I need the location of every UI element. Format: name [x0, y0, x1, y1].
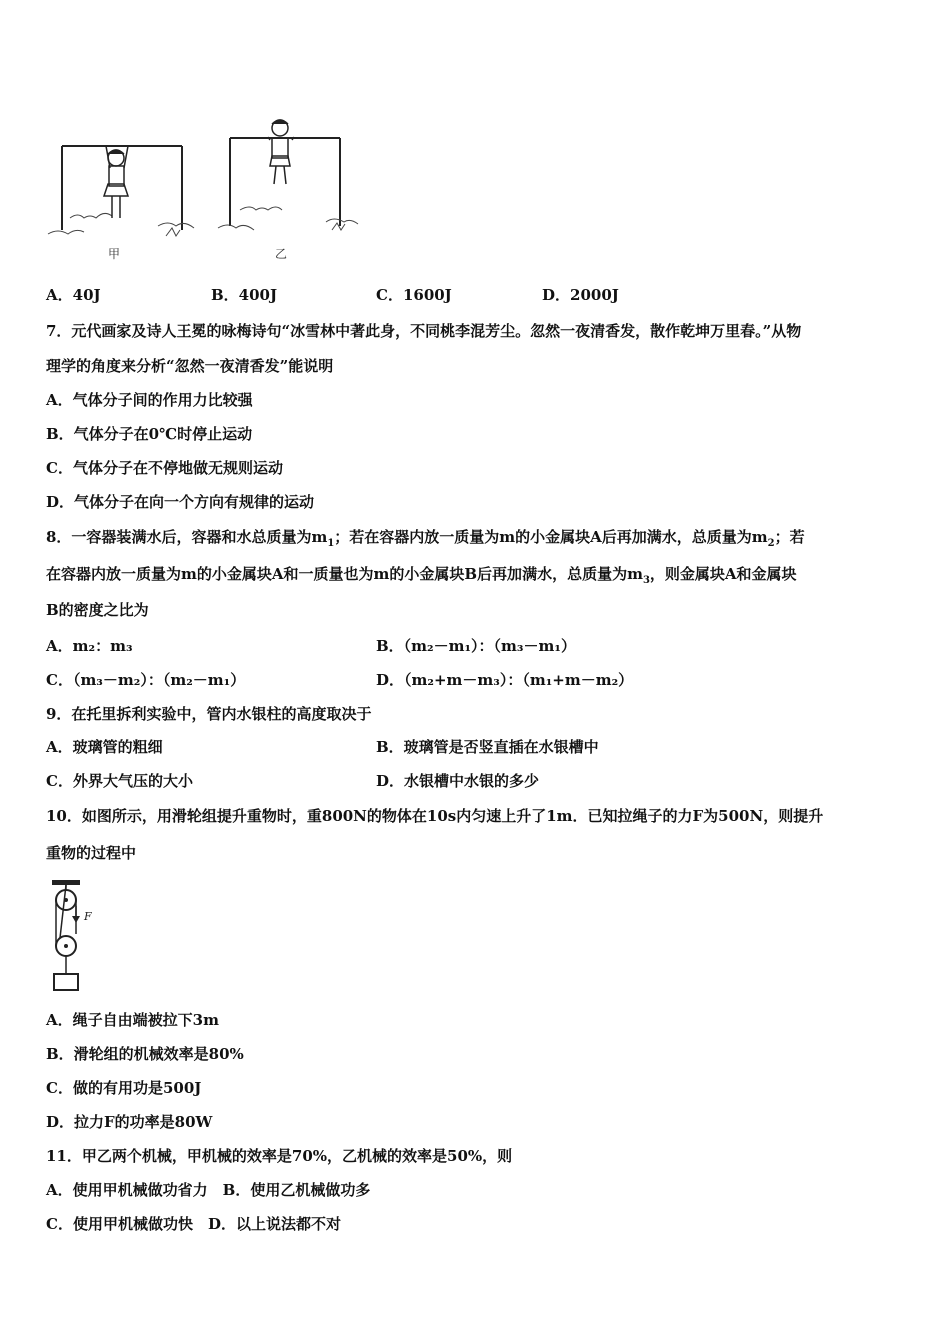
q9-option-c: C．外界大气压的大小: [46, 772, 193, 790]
pulley-figure: [40, 876, 110, 996]
q10-option-b: B．滑轮组的机械效率是80%: [46, 1045, 244, 1063]
q7-stem-line1: 7．元代画家及诗人王冕的咏梅诗句“冰雪林中著此身，不同桃李混芳尘。忽然一夜清香发，散作乾坤万里春。”从物: [46, 322, 802, 340]
q10-option-d: D．拉力F的功率是80W: [46, 1113, 213, 1131]
q10-option-a: A．绳子自由端被拉下3m: [46, 1011, 219, 1029]
q8-stem-line2: 在容器内放一质量为m的小金属块A和一质量也为m的小金属块B后再加满水，总质量为$m_3$，则金属块A和金属块: [46, 565, 797, 586]
q8-option-d: D．（m₂+m－m₃）：（m₁+m－m₂）: [376, 671, 634, 689]
q7-option-b: B．气体分子在0℃时停止运动: [46, 425, 253, 443]
q11-options-line2: C．使用甲机械做功快 D．以上说法都不对: [46, 1215, 341, 1233]
q8-option-a: A．m₂：m₃: [46, 637, 133, 655]
q7-stem-line2: 理学的角度来分析“忽然一夜清香发”能说明: [46, 357, 334, 375]
q10-stem-line1: 10．如图所示，用滑轮组提升重物时，重800N的物体在10s内匀速上升了1m．已知拉绳子的力F为500N，则提升: [46, 807, 824, 825]
q6-option-b: B．400J: [211, 286, 278, 304]
figure-caption-left: 甲: [108, 247, 121, 261]
pullup-figure: [40, 118, 370, 268]
q7-option-a: A．气体分子间的作用力比较强: [46, 391, 253, 409]
q9-option-a: A．玻璃管的粗细: [46, 738, 163, 756]
q10-stem-line2: 重物的过程中: [46, 844, 137, 862]
q9-option-b: B．玻璃管是否竖直插在水银槽中: [376, 738, 599, 756]
q6-option-a: A．40J: [46, 286, 101, 304]
q9-option-d: D．水银槽中水银的多少: [376, 772, 540, 790]
q8-option-b: B．（m₂－m₁）：（m₃－m₁）: [376, 637, 576, 655]
q8-stem-line1: 8．一容器装满水后，容器和水总质量为$m_1$；若在容器内放一质量为m的小金属块A后再加满水，总质量为$m_2$；若: [46, 528, 805, 549]
q11-options-line1: A．使用甲机械做功省力 B．使用乙机械做功多: [46, 1181, 371, 1199]
q7-option-c: C．气体分子在不停地做无规则运动: [46, 459, 283, 477]
q11-stem: 11．甲乙两个机械，甲机械的效率是70%，乙机械的效率是50%，则: [46, 1147, 513, 1165]
q6-option-d: D．2000J: [542, 286, 619, 304]
figure-caption-right: 乙: [275, 247, 288, 261]
force-label: F: [84, 910, 92, 923]
q10-option-c: C．做的有用功是500J: [46, 1079, 202, 1097]
q8-stem-line3: B的密度之比为: [46, 601, 149, 619]
q7-option-d: D．气体分子在向一个方向有规律的运动: [46, 493, 315, 511]
q9-stem: 9．在托里拆利实验中，管内水银柱的高度取决于: [46, 705, 372, 723]
q8-option-c: C．（m₃－m₂）：（m₂－m₁）: [46, 671, 246, 689]
q6-option-c: C．1600J: [376, 286, 452, 304]
